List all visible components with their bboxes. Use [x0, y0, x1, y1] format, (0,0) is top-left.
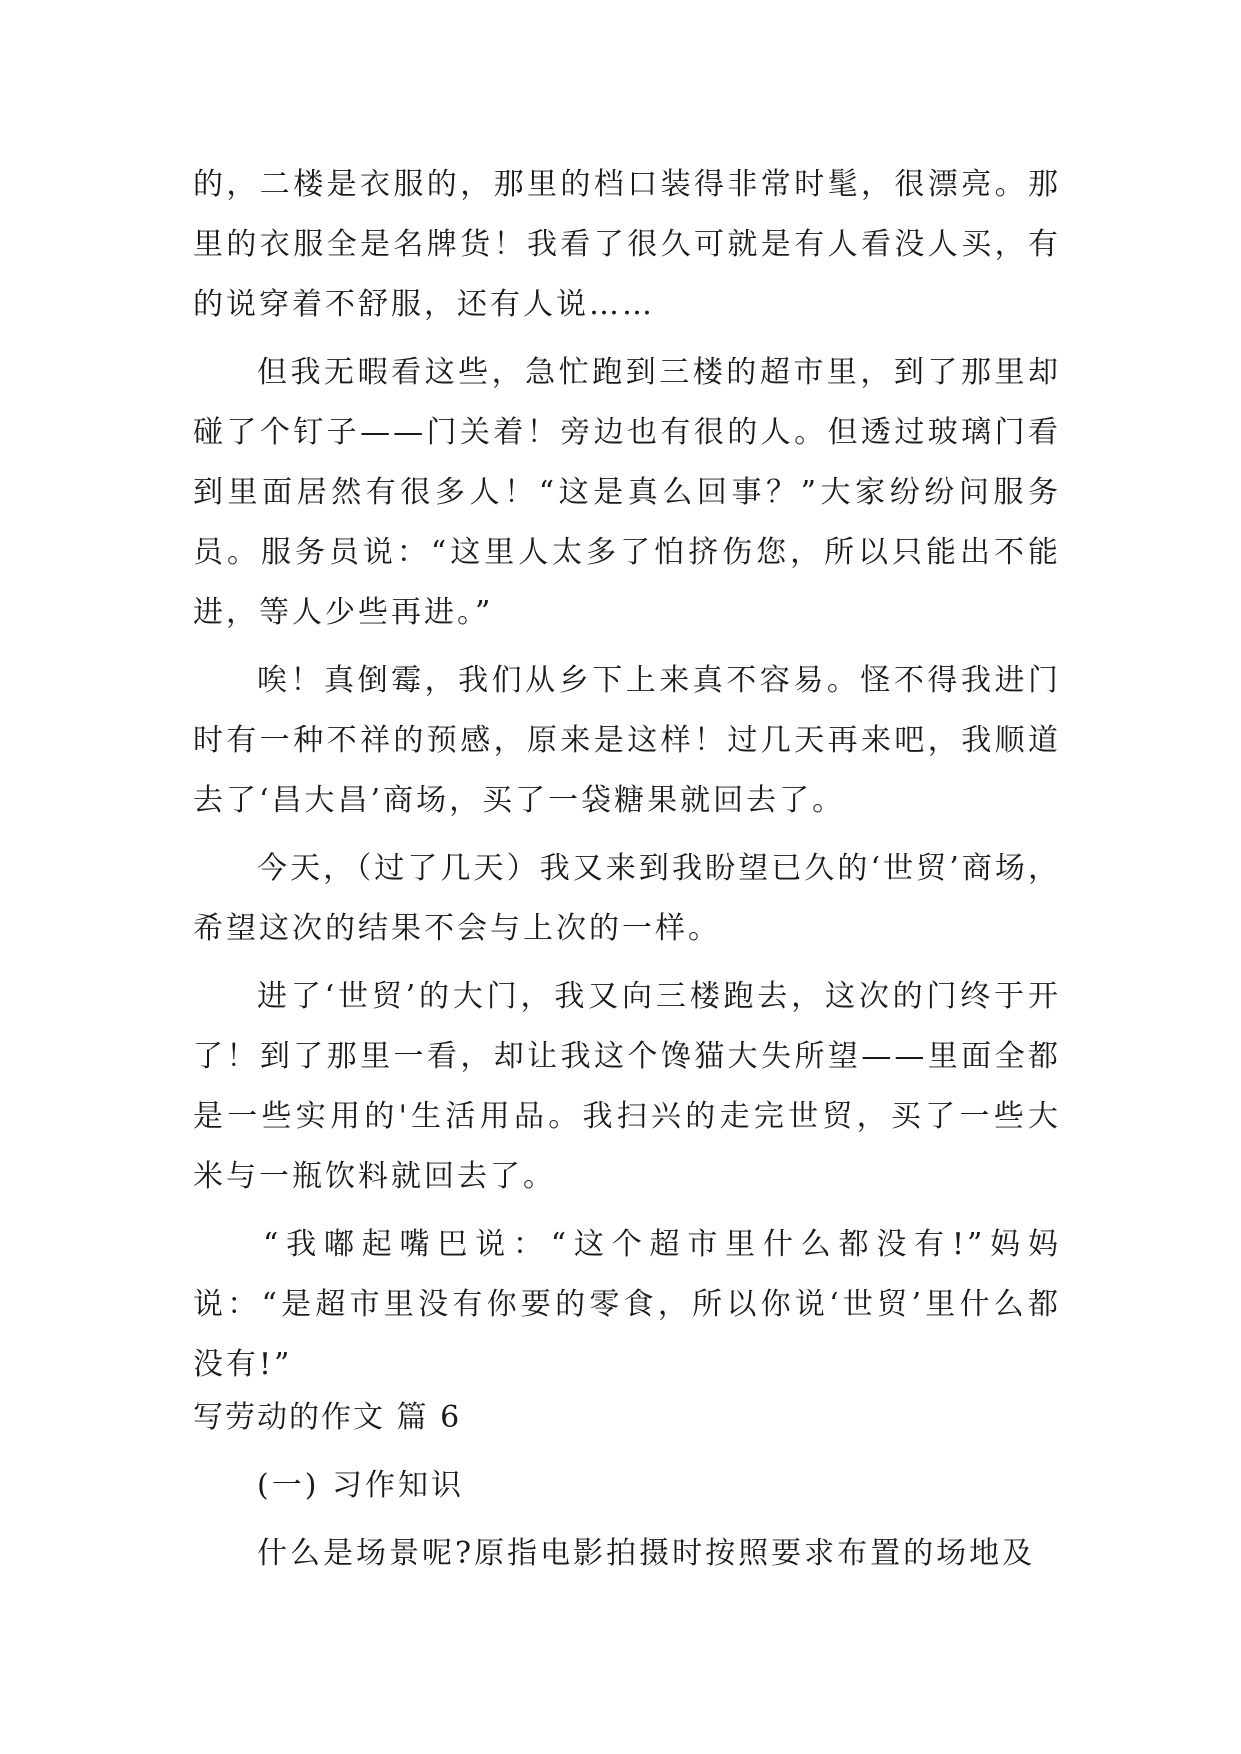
- next-essay-section: [193, 1388, 1061, 1592]
- paragraph-supermarket-closed: 但我无暇看这些，急忙跑到三楼的超市里，到了那里却碰了个钉子——门关着！旁边也有很的人。但透过玻璃门看到里面居然有很多人！“这是真么回事？”大家纷纷问服务员。服务员说：“这里人太多了怕挤伤您，所以只能出不能进，等人少些再进。”: [193, 355, 1061, 630]
- paragraph-disappointment: 进了‘世贸’的大门，我又向三楼跑去，这次的门终于开了！到了那里一看，却让我这个馋猫大失所望——里面全都是一些实用的'生活用品。我扫兴的走完世贸，买了一些大米与一瓶饮料就回去了。: [193, 979, 1061, 1194]
- paragraph-return-visit: 今天，（过了几天）我又来到我盼望已久的‘世贸’商场，希望这次的结果不会与上次的一样。: [193, 851, 1061, 946]
- paragraph-dialogue: “我嘟起嘴巴说：“这个超市里什么都没有!”妈妈说：“是超市里没有你要的零食，所以你说‘世贸’里什么都没有!”: [193, 1227, 1061, 1382]
- paragraph-clothing-floor: 的，二楼是衣服的，那里的档口装得非常时髦，很漂亮。那里的衣服全是名牌货！我看了很久可就是有人看没人买，有的说穿着不舒服，还有人说……: [193, 167, 1061, 322]
- essay-body-continued: [193, 155, 1061, 1403]
- paragraph-scene-definition: 什么是场景呢?原指电影拍摄时按照要求布置的场地及: [257, 1536, 1036, 1571]
- subheading-writing-knowledge: (一) 习作知识: [257, 1468, 464, 1503]
- paragraph-bad-luck: 唉！真倒霉，我们从乡下上来真不容易。怪不得我进门时有一种不祥的预感，原来是这样！过几天再来吧，我顺道去了‘昌大昌’商场，买了一袋糖果就回去了。: [193, 663, 1061, 818]
- section-heading: 写劳动的作文 篇 6: [193, 1400, 462, 1435]
